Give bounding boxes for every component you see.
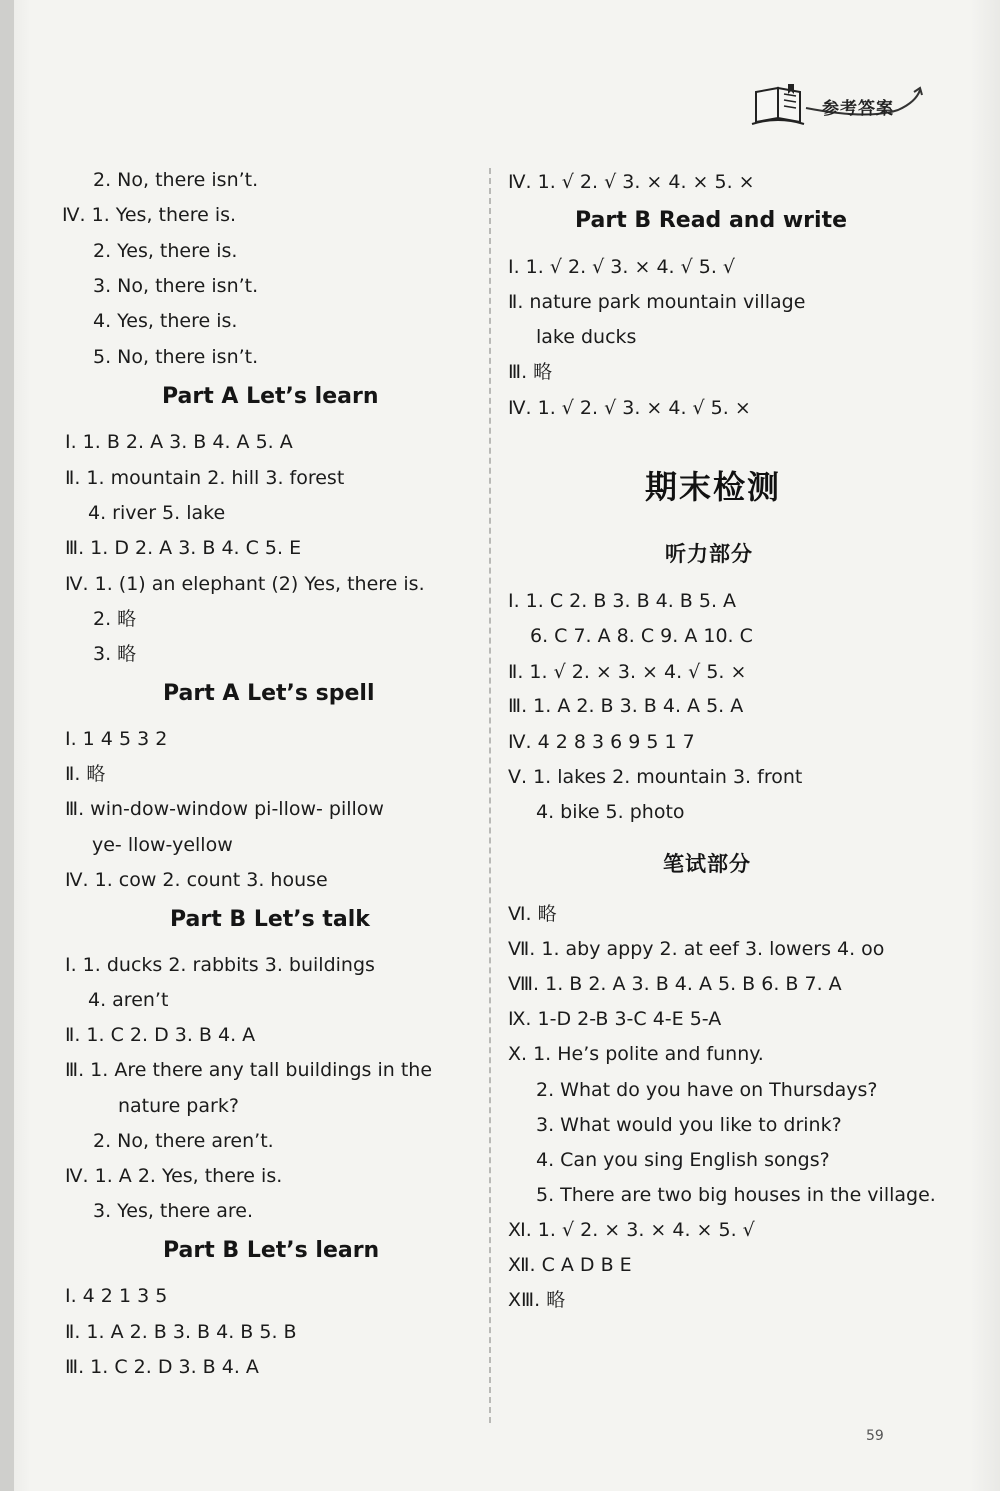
heading-text: Part A Let’s spell [163, 681, 375, 706]
answer-line: Ⅲ. 1. C 2. D 3. B 4. A [65, 1356, 259, 1378]
answer-line: lake ducks [536, 326, 637, 348]
heading-text: Part B Let’s learn [163, 1238, 380, 1263]
answer-line: 2. What do you have on Thursdays? [536, 1079, 878, 1101]
answer-line: Ⅳ. 4 2 8 3 6 9 5 1 7 [508, 731, 695, 753]
answer-line: Ⅸ. 1-D 2-B 3-C 4-E 5-A [508, 1008, 722, 1030]
bigtitle-text: 期末检测 [645, 468, 782, 506]
answer-line: Ⅱ. 1. mountain 2. hill 3. forest [65, 467, 345, 489]
answer-line: Ⅶ. 1. aby appy 2. at eef 3. lowers 4. oo [508, 938, 885, 960]
book-spine-shadow [0, 0, 14, 1491]
answer-line: 4. Yes, there is. [93, 310, 238, 332]
subhead-text: 听力部分 [665, 542, 753, 566]
answer-line: Ⅳ. 1. Yes, there is. [62, 204, 237, 226]
answer-line: 2. No, there isn’t. [93, 169, 259, 191]
answer-line: 4. bike 5. photo [536, 801, 685, 823]
answer-line: ye- llow-yellow [92, 834, 233, 856]
answer-line: Ⅳ. 1. A 2. Yes, there is. [65, 1165, 283, 1187]
column-divider [489, 168, 491, 1423]
answer-line: Ⅴ. 1. lakes 2. mountain 3. front [508, 766, 803, 788]
answer-line: 6. C 7. A 8. C 9. A 10. C [530, 625, 753, 647]
answer-line: Ⅲ. 1. D 2. A 3. B 4. C 5. E [65, 537, 302, 559]
answer-line: Ⅰ. 1. C 2. B 3. B 4. B 5. A [508, 590, 737, 612]
answer-line: Ⅱ. 1. A 2. B 3. B 4. B 5. B [65, 1321, 297, 1343]
answer-line: Ⅱ. 1. √ 2. × 3. × 4. √ 5. × [508, 661, 747, 683]
answer-line: Ⅹ. 1. He’s polite and funny. [508, 1043, 764, 1065]
subhead-text: 笔试部分 [663, 852, 751, 876]
answer-line: Ⅻ. C A D B E [508, 1254, 632, 1276]
answer-line: 4. river 5. lake [88, 502, 226, 524]
answer-line: 4. Can you sing English songs? [536, 1149, 830, 1171]
answer-line: Ⅲ. win-dow-window pi-llow- pillow [65, 798, 384, 820]
answer-line: Ⅷ. 1. B 2. A 3. B 4. A 5. B 6. B 7. A [508, 973, 842, 995]
answer-line: 3. 略 [93, 643, 137, 665]
heading-text: Part B Read and write [575, 208, 848, 233]
answer-line: Ⅰ. 1 4 5 3 2 [65, 728, 168, 750]
answer-line: 2. No, there aren’t. [93, 1130, 274, 1152]
answer-line: 2. 略 [93, 608, 137, 630]
answer-line: Ⅲ. 1. Are there any tall buildings in the [65, 1059, 433, 1081]
answer-line: 3. Yes, there are. [93, 1200, 253, 1222]
answer-line: Ⅳ. 1. √ 2. √ 3. × 4. √ 5. × [508, 397, 751, 419]
answer-line: Ⅲ. 1. A 2. B 3. B 4. A 5. A [508, 695, 744, 717]
answer-line: ⅩⅢ. 略 [508, 1289, 566, 1311]
header-title: 参考答案 [822, 99, 894, 119]
answer-line: 4. aren’t [88, 989, 169, 1011]
answer-line: 3. No, there isn’t. [93, 275, 259, 297]
answer-line: Ⅱ. nature park mountain village [508, 291, 806, 313]
answer-line: Ⅱ. 1. C 2. D 3. B 4. A [65, 1024, 256, 1046]
answer-line: Ⅺ. 1. √ 2. × 3. × 4. × 5. √ [508, 1219, 755, 1241]
heading-text: Part A Let’s learn [162, 384, 379, 409]
answer-line: Ⅵ. 略 [508, 903, 557, 925]
answer-line: Ⅳ. 1. √ 2. √ 3. × 4. × 5. × [508, 171, 755, 193]
answer-line: Ⅰ. 1. ducks 2. rabbits 3. buildings [65, 954, 375, 976]
answer-line: Ⅱ. 略 [65, 763, 106, 785]
answer-line: Ⅳ. 1. cow 2. count 3. house [65, 869, 328, 891]
answer-line: 2. Yes, there is. [93, 240, 238, 262]
answer-line: 5. No, there isn’t. [93, 346, 259, 368]
page-number: 59 [866, 1428, 884, 1444]
answer-line: Ⅰ. 1. √ 2. √ 3. × 4. √ 5. √ [508, 256, 736, 278]
answer-line: Ⅳ. 1. (1) an elephant (2) Yes, there is. [65, 573, 425, 595]
answer-line: 3. What would you like to drink? [536, 1114, 842, 1136]
answer-line: 5. There are two big houses in the village. [536, 1184, 936, 1206]
heading-text: Part B Let’s talk [170, 907, 370, 932]
answer-line: nature park? [118, 1095, 239, 1117]
answer-line: Ⅰ. 4 2 1 3 5 [65, 1285, 168, 1307]
answer-line: Ⅰ. 1. B 2. A 3. B 4. A 5. A [65, 431, 293, 453]
answer-line: Ⅲ. 略 [508, 361, 553, 383]
